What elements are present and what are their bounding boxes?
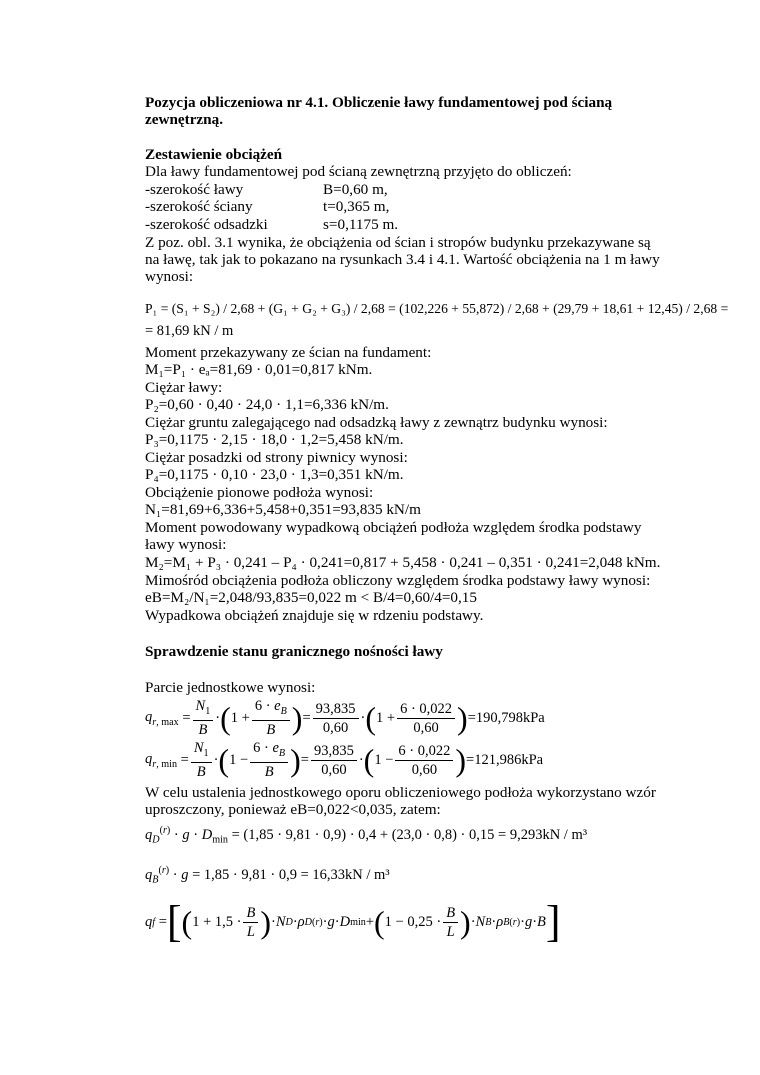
reference-text-2: na ławę, tak jak to pokazano na rysunkach 3.4 i 4.1. Wartość obciążenia na 1 m ławy — [145, 251, 660, 268]
qd-rhs: = (1,85 · 9,81 · 0,9) · 0,4 + (23,0 · 0,8) · 0,15 = 9,293kN / m³ — [231, 826, 588, 843]
p2-formula: P₂=0,60 · 0,40 · 24,0 · 1,1=6,336 kN/m. — [145, 396, 389, 413]
param-label: -szerokość odsadzki — [145, 216, 268, 233]
qb-rhs: = 1,85 · 9,81 · 0,9 = 16,33kN / m³ — [192, 866, 390, 883]
m1-formula: M₁=P₁ · eₐ=81,69 · 0,01=0,817 kNm. — [145, 361, 373, 378]
moment-label: Moment przekazywany ze ścian na fundament: — [145, 344, 432, 361]
param-row — [145, 198, 735, 216]
param-value: t=0,365 m, — [323, 198, 390, 215]
section-heading-loads: Zestawienie obciążeń — [145, 146, 283, 163]
p1-equation-line-1: P₁ = (S₁ + S₂) / 2,68 + (G₁ + G₂ + G₃) / 2,68 = (102,226 + 55,872) / 2,68 + (29,79 + 18,61 + 12,45) / 2,68 = — [145, 301, 729, 316]
qmax-result: =190,798kPa — [467, 709, 545, 726]
m2-label-2: ławy wynosi: — [145, 536, 227, 553]
qmin-result: =121,986kPa — [466, 751, 544, 768]
m2-formula: M₂=M₁ + P₃ · 0,241 – P₄ · 0,241=0,817 + 5,458 · 0,241 – 0,351 · 0,241=2,048 kNm. — [145, 554, 661, 571]
intro-text: Dla ławy fundamentowej pod ścianą zewnętrzną przyjęto do obliczeń: — [145, 163, 572, 180]
p2-label: Ciężar ławy: — [145, 379, 223, 396]
qmax-v2: 0,60 — [322, 719, 349, 736]
reference-text-3: wynosi: — [145, 268, 194, 285]
pressure-label: Parcie jednostkowe wynosi: — [145, 679, 316, 696]
qf-equation: q f = [ ( 1 + 1,5 · $\frac{B}{L}$ ) · N D · ρ D (r) · g · D min + ( 1 − 0,25 · $\frac{B}{L}$ ) · N B · ρ B (r) · g · B ] — [145, 897, 561, 946]
qmax-v3: 6 · 0,022 — [397, 701, 455, 719]
p3-formula: P₃=0,1175 · 2,15 · 18,0 · 1,2=5,458 kN/m. — [145, 431, 404, 448]
title-line-2: zewnętrzną. — [145, 111, 224, 128]
param-row — [145, 216, 735, 234]
param-value: s=0,1175 m. — [323, 216, 399, 233]
nominal-text-1: W celu ustalenia jednostkowego oporu obliczeniowego podłoża wykorzystano wzór — [145, 784, 656, 801]
eb-label: Mimośród obciążenia podłoża obliczony względem środka podstawy ławy wynosi: — [145, 572, 651, 589]
p4-formula: P₄=0,1175 · 0,10 · 23,0 · 1,3=0,351 kN/m. — [145, 466, 404, 483]
p1-equation-line-2: = 81,69 kN / m — [145, 323, 234, 339]
n1-label: Obciążenie pionowe podłoża wynosi: — [145, 484, 374, 501]
eb-formula: eB=M₂/N₁=2,048/93,835=0,022 m < B/4=0,60/4=0,15 — [145, 589, 477, 606]
resultant-text: Wypadkowa obciążeń znajduje się w rdzeniu podstawy. — [145, 607, 484, 624]
qmax-v1: 93,835 — [313, 701, 359, 719]
section-heading-capacity: Sprawdzenie stanu granicznego nośności ławy — [145, 643, 443, 660]
param-value: B=0,60 m, — [323, 181, 388, 198]
param-row — [145, 181, 735, 199]
reference-text-1: Z poz. obl. 3.1 wynika, że obciążenia od ścian i stropów budynku przekazywane są — [145, 234, 651, 251]
n1-formula: N₁=81,69+6,336+5,458+0,351=93,835 kN/m — [145, 501, 421, 518]
param-label: -szerokość ściany — [145, 198, 253, 215]
qmin-equation: $q_{r, min}$ = $\frac{N_1}{B}$ · ( 1 − $\frac{6 \cdot e_B}{B}$ ) = $\frac{93,835}{0,60}$ · ( 1 − $\frac{6 \cdot 0,022}{0,60}$ ) =121,986kPa — [145, 739, 544, 781]
p4-label: Ciężar posadzki od strony piwnicy wynosi: — [145, 449, 408, 466]
qd-equation: $q_D^{(r)} \cdot g \cdot D_{min} = (1,85 \cdot 9,81 \cdot 0,9) \cdot 0,4 + (23,0 \cdot 0,8) \cdot 0,15 = 9,293kN / m^3$ — [145, 825, 588, 846]
param-label: -szerokość ławy — [145, 181, 244, 198]
nominal-text-2: uproszczony, ponieważ eB=0,022<0,035, zatem: — [145, 801, 441, 818]
qb-equation: $q_B^{(r)} \cdot g = 1,85 \cdot 9,81 \cdot 0,9 = 16,33kN / m^3$ — [145, 865, 390, 886]
qmax-equation: $q_{r, max}$ = $\frac{N_1}{B}$ · ( 1 + $\frac{6 \cdot e_B}{B}$ ) = $\frac{93,835}{0,60}$ · ( 1 + $\frac{6 \cdot 0,022}{0,60}$ ) =190,798kPa — [145, 697, 545, 739]
m2-label-1: Moment powodowany wypadkową obciążeń podłoża względem środka podstawy — [145, 519, 642, 536]
title-line-1: Pozycja obliczeniowa nr 4.1. Obliczenie ławy fundamentowej pod ścianą — [145, 94, 613, 111]
p3-label: Ciężar gruntu zalegającego nad odsadzką ławy z zewnątrz budynku wynosi: — [145, 414, 608, 431]
